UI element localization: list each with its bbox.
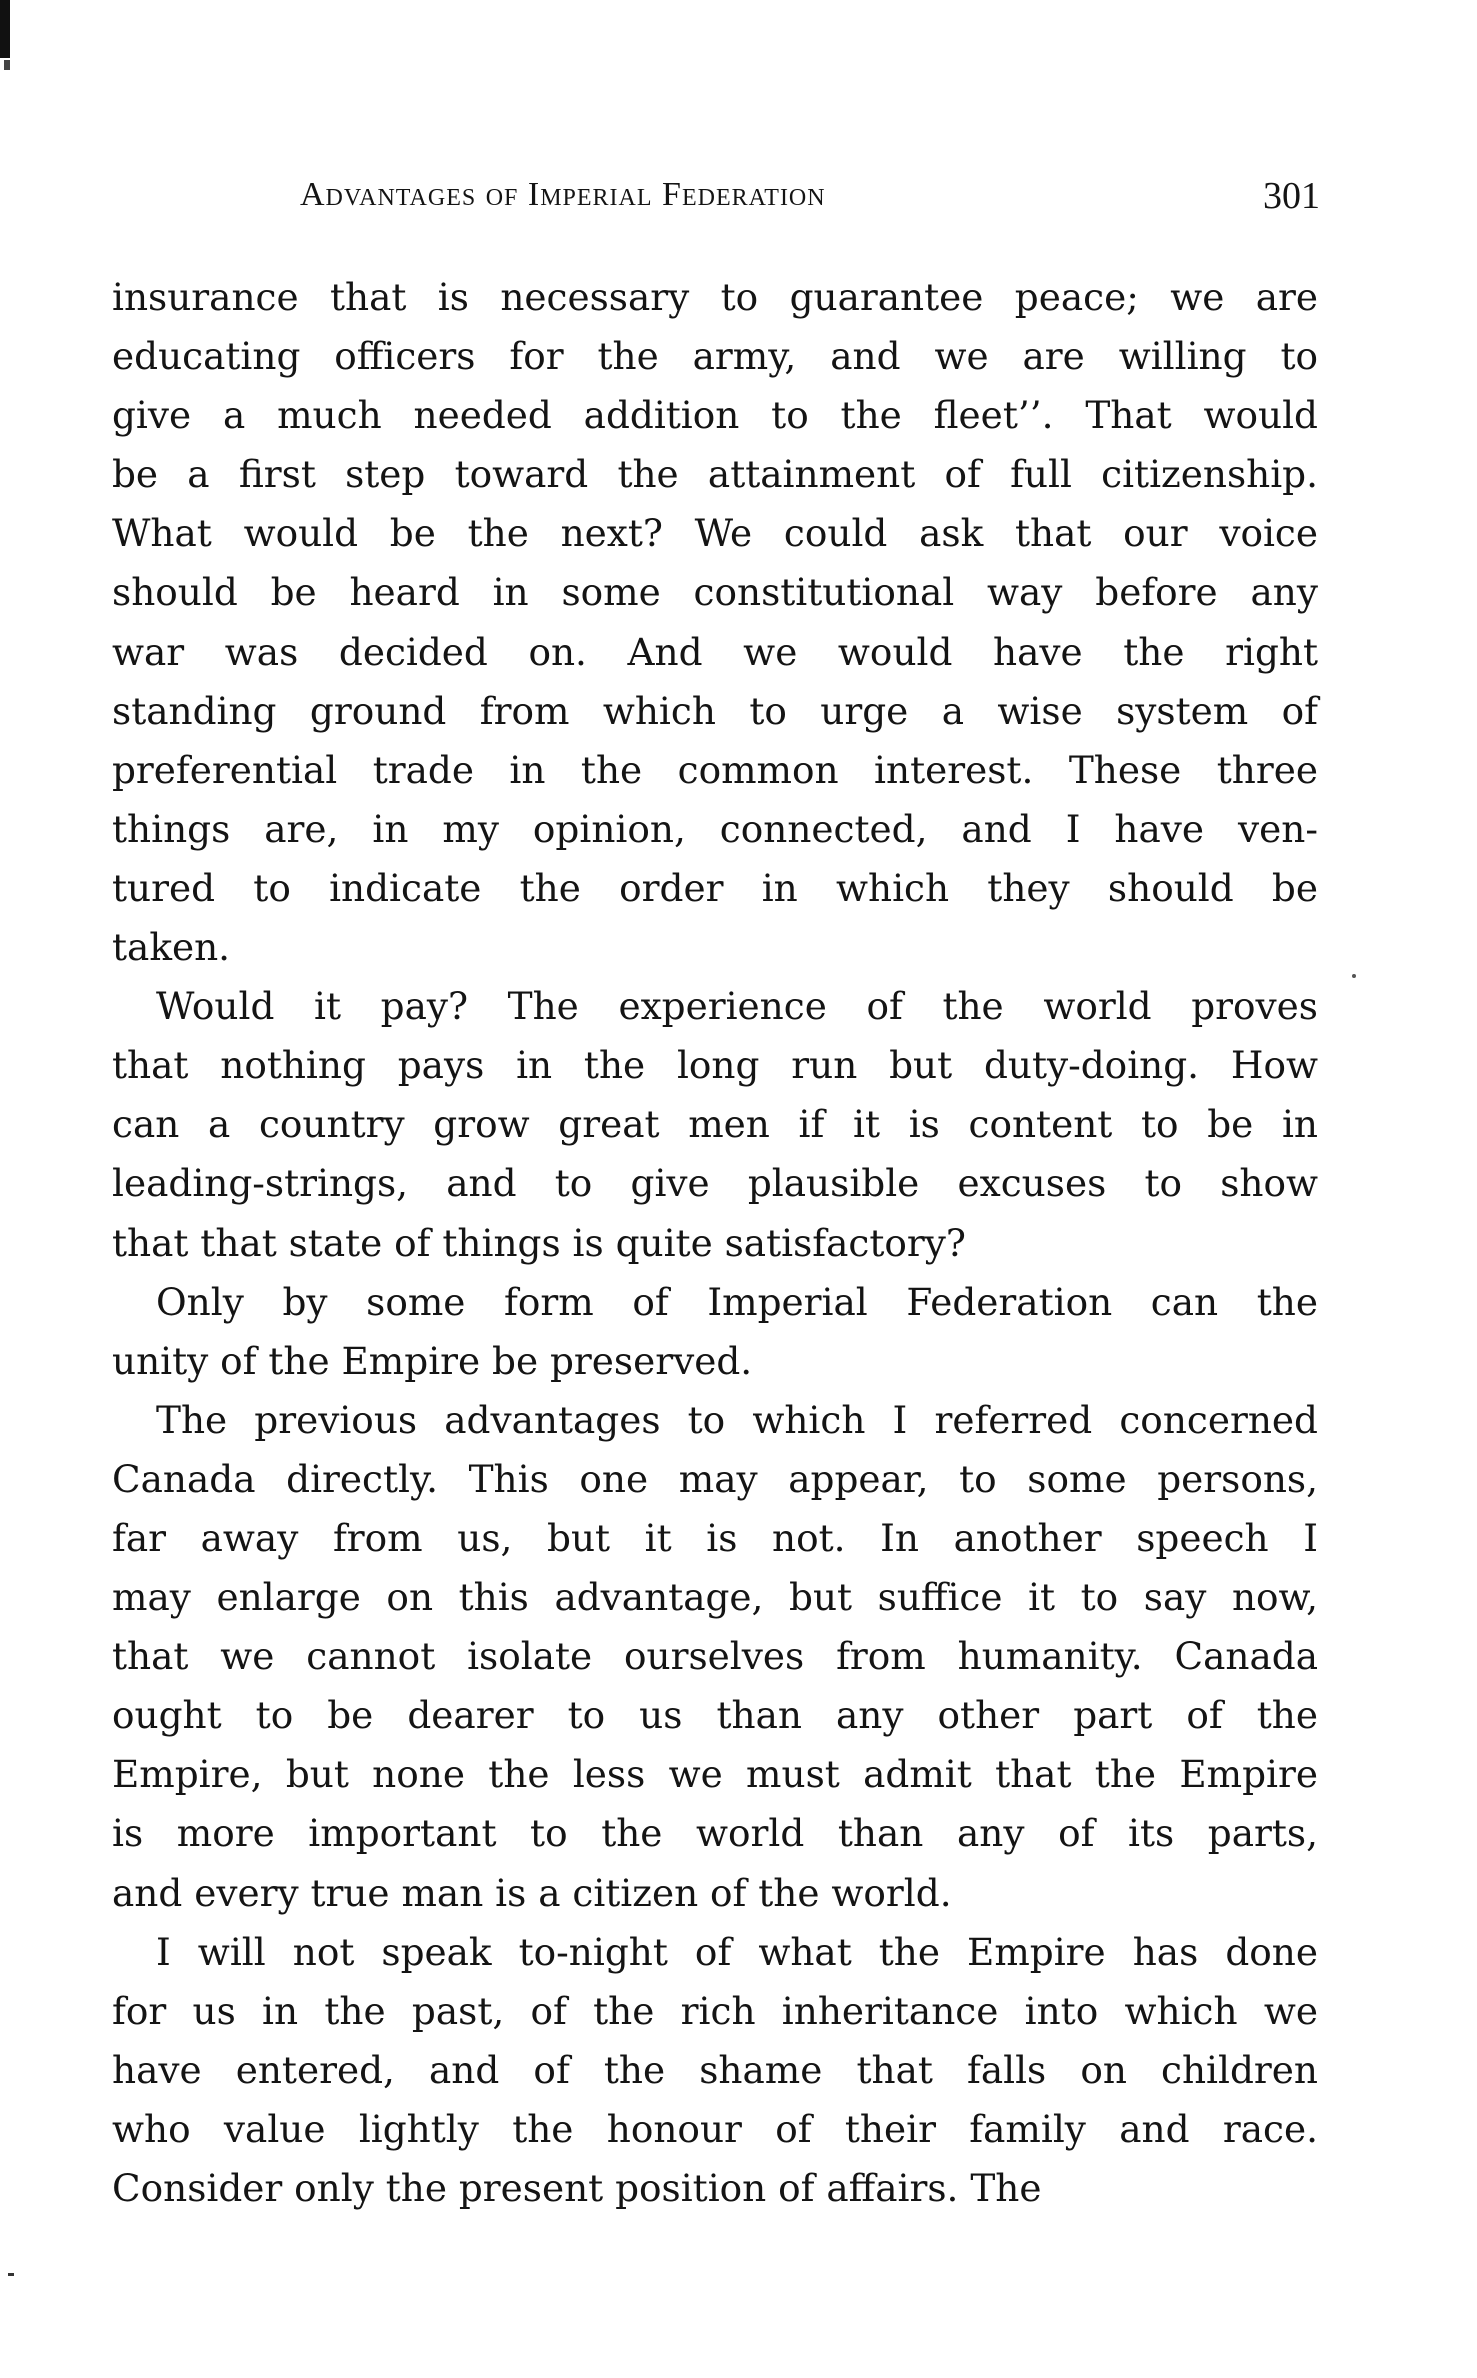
text-line: that we cannot isolate ourselves from humanity. Canada <box>112 1634 1318 1679</box>
body-text <box>112 268 1318 2218</box>
paragraph <box>112 268 1318 977</box>
text-line: have entered, and of the shame that falls on children <box>112 2047 1318 2092</box>
text-line: may enlarge on this advantage, but suffice it to say now, <box>112 1575 1318 1620</box>
running-head: Advantages of Imperial Federation <box>300 176 826 213</box>
text-line: Would it pay? The experience of the world proves <box>156 984 1318 1029</box>
text-line: should be heard in some constitutional way before any <box>112 570 1318 615</box>
text-line: that nothing pays in the long run but duty-doing. How <box>112 1043 1318 1088</box>
text-line: tured to indicate the order in which they should be <box>112 865 1318 910</box>
scan-speck-lower <box>8 2273 14 2276</box>
text-line: unity of the Empire be preserved. <box>112 1338 753 1383</box>
text-line: for us in the past, of the rich inheritance into which we <box>112 1988 1318 2033</box>
text-line: preferential trade in the common interest. These three <box>112 747 1318 792</box>
scan-speck <box>1352 974 1356 978</box>
text-line: Empire, but none the less we must admit that the Empire <box>112 1752 1318 1797</box>
text-line: that that state of things is quite satisfactory? <box>112 1220 966 1265</box>
text-line: be a first step toward the attainment of full citizenship. <box>112 452 1318 497</box>
text-line: leading-strings, and to give plausible excuses to show <box>112 1161 1318 1206</box>
text-line: far away from us, but it is not. In another speech I <box>112 1515 1318 1560</box>
text-line: give a much needed addition to the fleet’’. That would <box>112 393 1318 438</box>
text-line: insurance that is necessary to guarantee peace; we are <box>112 275 1318 319</box>
text-line: Consider only the present position of affairs. The <box>112 2166 1042 2210</box>
paragraph <box>112 1923 1318 2218</box>
scan-edge-mark <box>0 0 10 58</box>
text-line: and every true man is a citizen of the world. <box>112 1870 952 1915</box>
text-line: The previous advantages to which I referred concerned <box>156 1397 1318 1442</box>
page-number: 301 <box>1263 175 1320 217</box>
text-line: I will not speak to-night of what the Empire has done <box>156 1929 1318 1974</box>
paragraph <box>112 1273 1318 1391</box>
scan-edge-mark-small <box>4 60 10 70</box>
text-line: standing ground from which to urge a wise system of <box>112 688 1318 733</box>
text-line: is more important to the world than any of its parts, <box>112 1811 1318 1856</box>
text-line: taken. <box>112 925 231 970</box>
text-line: educating officers for the army, and we are willing to <box>112 334 1318 379</box>
text-line: Only by some form of Imperial Federation can the <box>156 1279 1318 1324</box>
text-line: can a country grow great men if it is content to be in <box>112 1102 1318 1147</box>
text-line: What would be the next? We could ask that our voice <box>112 511 1318 556</box>
paragraph <box>112 1391 1318 1923</box>
text-line: things are, in my opinion, connected, and I have ven- <box>112 806 1318 851</box>
text-line: ought to be dearer to us than any other part of the <box>112 1693 1318 1738</box>
text-line: who value lightly the honour of their family and race. <box>112 2106 1318 2151</box>
text-line: war was decided on. And we would have the right <box>112 629 1318 674</box>
paragraph <box>112 977 1318 1272</box>
text-line: Canada directly. This one may appear, to some persons, <box>112 1456 1318 1501</box>
